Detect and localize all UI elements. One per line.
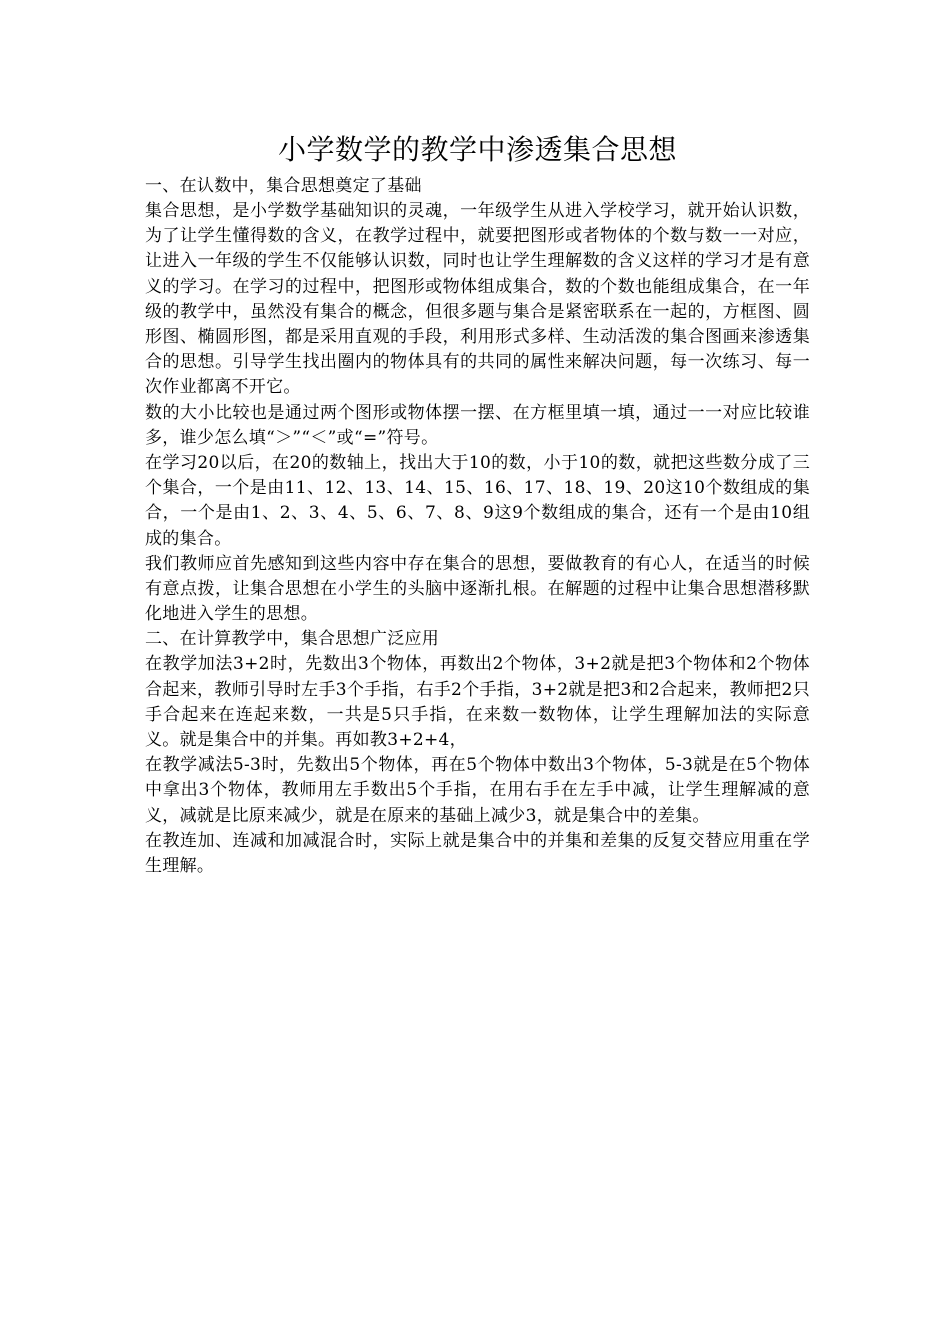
paragraph-mixed-operations: 在教连加、连减和加减混合时，实际上就是集合中的并集和差集的反复交替应用重在学生理解。 bbox=[145, 830, 810, 877]
paragraph-number-line-sets: 在学习20以后，在20的数轴上，找出大于10的数，小于10的数，就把这些数分成了三个集合，一个是由11、12、13、14、15、16、17、18、19、20这10个数组成的集合，一个是由1、2、3、4、5、6、7、8、9这9个数组成的集合，还有一个是由10组成的集合。 bbox=[145, 453, 810, 549]
paragraph-number-comparison: 数的大小比较也是通过两个图形或物体摆一摆、在方框里填一填，通过一一对应比较谁多，谁少怎么填“＞”“＜”或“=”符号。 bbox=[145, 402, 810, 448]
document-title: 小学数学的教学中渗透集合思想 bbox=[277, 133, 677, 166]
document-body bbox=[145, 128, 810, 879]
section-heading-1: 一、在认数中，集合思想奠定了基础 bbox=[145, 176, 422, 196]
paragraph-addition-union: 在教学加法3+2时，先数出3个物体，再数出2个物体，3+2就是把3个物体和2个物体合起来，教师引导时左手3个手指，右手2个手指，3+2就是把3和2合起来，教师把2只手合起来在连起来数，一共是5只手指，在来数一数物体，让学生理解加法的实际意义。就是集合中的并集。再如教3+2+4， bbox=[145, 654, 810, 751]
paragraph-subtraction-difference: 在教学减法5-3时，先数出5个物体，再在5个物体中数出3个物体，5-3就是在5个物体中拿出3个物体，教师用左手数出5个手指，在用右手在左手中减，让学生理解减的意义，减就是比原来减少，就是在原来的基础上减少3，就是集合中的差集。 bbox=[145, 755, 810, 826]
paragraph-teacher-awareness: 我们教师应首先感知到这些内容中存在集合的思想，要做教育的有心人，在适当的时候有意点拨，让集合思想在小学生的头脑中逐渐扎根。在解题的过程中让集合思想潜移默化地进入学生的思想。 bbox=[145, 553, 810, 625]
paragraph-set-concept-intro: 集合思想，是小学数学基础知识的灵魂，一年级学生从进入学校学习，就开始认识数，为了让学生懂得数的含义，在教学过程中，就要把图形或者物体的个数与数一一对应，让进入一年级的学生不仅能够认识数，同时也让学生理解数的含义这样的学习才是有意义的学习。在学习的过程中，把图形或物体组成集合，数的个数也能组成集合，在一年级的教学中，虽然没有集合的概念，但很多题与集合是紧密联系在一起的，方框图、圆形图、椭圆形图，都是采用直观的手段，利用形式多样、生动活泼的集合图画来渗透集合的思想。引导学生找出圈内的物体具有的共同的属性来解决问题，每一次练习、每一次作业都离不开它。 bbox=[145, 201, 810, 398]
section-heading-2: 二、在计算教学中，集合思想广泛应用 bbox=[145, 629, 440, 650]
